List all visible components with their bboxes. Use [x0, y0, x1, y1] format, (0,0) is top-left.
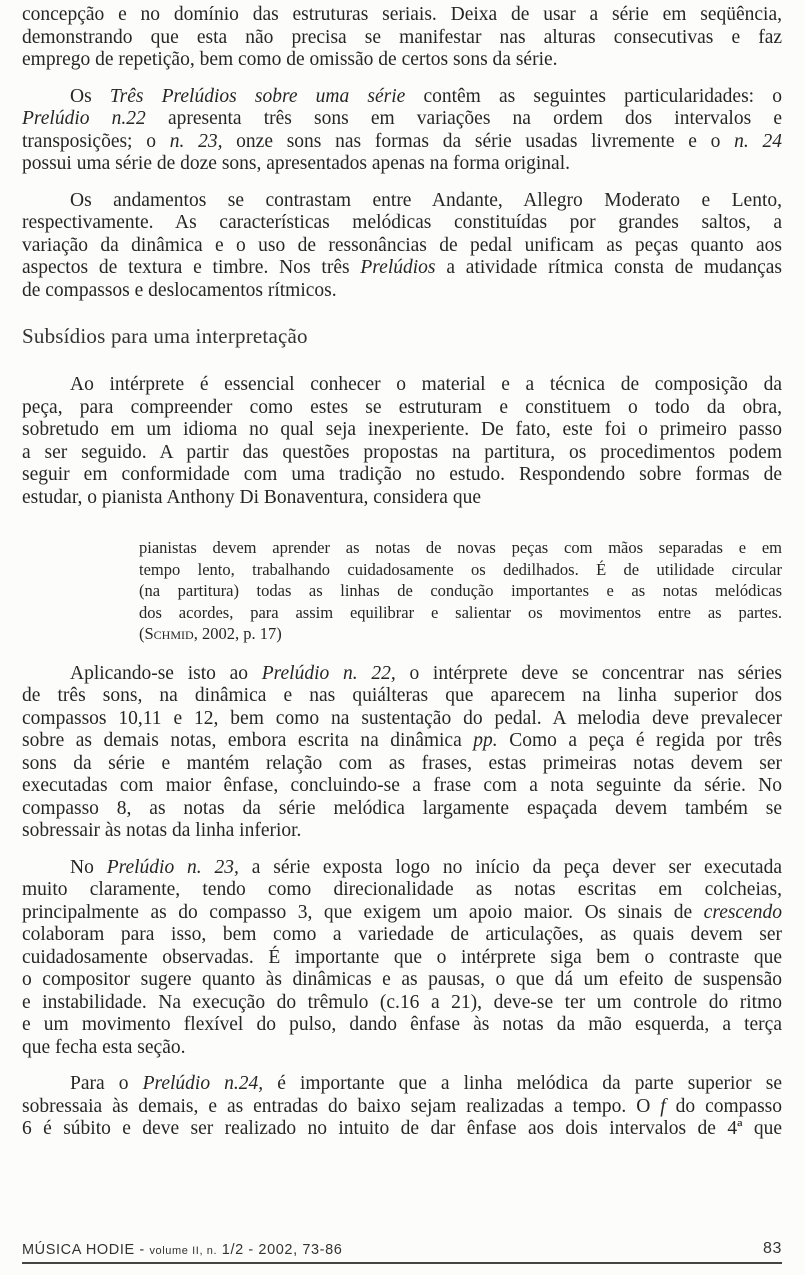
- text-line: [22, 902, 782, 925]
- text-line: [22, 464, 782, 487]
- text-run: muito claramente, tendo como direcionalidade as notas escritas em colcheias,: [22, 879, 782, 900]
- text-run: a série exposta logo no início da peça dever ser executada: [238, 856, 782, 878]
- text-line: [22, 663, 782, 686]
- text-run: concepção e no domínio das estruturas seriais. Deixa de usar a série em seqüência,: [22, 4, 782, 25]
- italic-text: n. 23,: [169, 130, 223, 152]
- article-body: [22, 4, 782, 1155]
- text-run: (: [139, 624, 145, 643]
- italic-text: Três Prelúdios sobre uma série: [109, 85, 406, 107]
- journal-citation: [22, 1242, 342, 1258]
- text-run: e um movimento flexível do pulso, dando ênfase às notas da mão esquerda, a terça: [22, 1014, 782, 1035]
- italic-text: n. 24: [734, 130, 782, 152]
- text-run: contêm as seguintes particularidades: o: [405, 85, 783, 107]
- paragraph: [22, 86, 782, 176]
- text-run: Aplicando-se isto ao: [70, 662, 262, 684]
- text-line: [22, 235, 782, 258]
- text-line: [22, 108, 782, 131]
- paragraph: [22, 190, 782, 303]
- text-line: [139, 602, 782, 624]
- section-heading: Subsídios para uma interpretação: [22, 324, 308, 348]
- italic-text: Prelúdio n. 22,: [261, 662, 396, 684]
- text-run: tempo lento, trabalhando cuidadosamente os dedilhados. É de utilidade circular: [139, 559, 782, 579]
- page-footer: [22, 1238, 782, 1264]
- text-line: [22, 419, 782, 442]
- paragraph: [22, 4, 782, 72]
- text-run: dos acordes, para assim equilibrar e salientar os movimentos entre as partes.: [139, 602, 782, 622]
- text-line: [22, 969, 782, 992]
- text-line: [22, 798, 782, 821]
- text-run: seguir em conformidade com uma tradição no estudo. Respondendo sobre formas de: [22, 464, 782, 485]
- text-run: que fecha esta seção.: [22, 1036, 186, 1058]
- text-line: [22, 775, 782, 798]
- text-line: [22, 820, 782, 843]
- text-line: [22, 730, 782, 753]
- text-run: , 2002, p. 17): [193, 624, 282, 643]
- text-run: possui uma série de doze sons, apresentados apenas na forma original.: [22, 153, 570, 174]
- text-run: o intérprete deve se concentrar nas séries: [395, 662, 782, 684]
- text-line: [22, 753, 782, 776]
- text-line: [22, 27, 782, 50]
- paragraph: [22, 1073, 782, 1141]
- text-run: colaboram para isso, bem como a variedade de articulações, as quais devem ser: [22, 924, 782, 945]
- text-line: [22, 1096, 782, 1119]
- text-run: No: [70, 856, 107, 878]
- text-run: aspectos de textura e timbre. Nos três: [22, 257, 361, 278]
- text-line: [139, 580, 782, 602]
- text-run: compassos 10,11 e 12, bem como na sustentação do pedal. A melodia deve prevalecer: [22, 707, 782, 729]
- text-line: [22, 1014, 782, 1037]
- text-line: [22, 131, 782, 154]
- text-run: compasso 8, as notas da série melódica largamente espaçada devem também se: [22, 797, 782, 819]
- paragraph: [22, 374, 782, 509]
- text-run: apresenta três sons em variações na ordem dos intervalos e: [145, 108, 782, 129]
- text-line: [22, 1118, 782, 1141]
- journal-name: MÚSICA HODIE -: [22, 1242, 150, 1258]
- text-run: peça, para compreender como estes se estruturam e constituem o todo da obra,: [22, 396, 782, 418]
- page-number: 83: [763, 1240, 782, 1257]
- text-run: onze sons nas formas da série usadas livremente e o: [222, 130, 735, 152]
- text-line: [22, 280, 782, 303]
- text-run: a atividade rítmica consta de mudanças: [435, 257, 782, 278]
- text-line: [139, 559, 782, 581]
- text-run: sobretudo em um idioma no qual seja inexperiente. De fato, este foi o primeiro passo: [22, 419, 782, 440]
- text-run: emprego de repetição, bem como de omissão de certos sons da série.: [22, 49, 558, 70]
- text-run: 6 é súbito e deve ser realizado no intuito de dar ênfase aos dois intervalos de 4ª que: [22, 1118, 782, 1139]
- text-run: é importante que a linha melódica da parte superior se: [263, 1073, 782, 1094]
- text-run: o compositor sugere quanto às dinâmicas e as pausas, o que dá um efeito de suspensão: [22, 969, 782, 990]
- italic-text: Prelúdio n.24,: [142, 1073, 264, 1094]
- text-line: [22, 397, 782, 420]
- text-run: sons da série e mantém relação com as frases, estas primeiras notas devem ser: [22, 752, 782, 774]
- text-run: Ao intérprete é essencial conhecer o material e a técnica de composição da: [70, 374, 782, 395]
- text-line: [22, 487, 782, 510]
- italic-text: Prelúdios: [360, 257, 436, 278]
- text-line: [22, 924, 782, 947]
- text-line: [22, 685, 782, 708]
- text-run: variação da dinâmica e o uso de ressonâncias de pedal unificam as peças quanto aos: [22, 234, 782, 256]
- journal-volume: volume II, n.: [149, 1245, 218, 1257]
- text-run: executadas com maior ênfase, concluindo-se a frase com a nota seguinte da série. No: [22, 775, 782, 796]
- text-run: Os andamentos se contrastam entre Andante, Allegro Moderato e Lento,: [70, 189, 782, 211]
- text-run: pianistas devem aprender as notas de novas peças com mãos separadas e em: [139, 538, 782, 557]
- text-line: [22, 708, 782, 731]
- text-line: [22, 992, 782, 1015]
- text-line: [139, 537, 782, 559]
- text-line: [139, 623, 782, 645]
- text-run: de compassos e deslocamentos rítmicos.: [22, 279, 337, 301]
- text-run: a ser seguido. A partir das questões propostas na partitura, os procedimentos podem: [22, 441, 782, 463]
- text-run: Os: [70, 85, 110, 107]
- text-run: e instabilidade. Na execução do trêmulo (c.16 a 21), deve-se ter um controle do ritmo: [22, 991, 782, 1013]
- text-line: [22, 442, 782, 465]
- text-run: Para o: [70, 1073, 143, 1094]
- italic-text: f: [660, 1095, 666, 1117]
- text-line: [22, 4, 782, 27]
- text-line: [22, 49, 782, 72]
- text-run: cuidadosamente observadas. É importante que o intérprete siga bem o contraste que: [22, 946, 782, 968]
- text-run: Como a peça é regida por três: [497, 730, 782, 751]
- italic-text: crescendo: [703, 901, 782, 923]
- text-run: (na partitura) todas as linhas de condução importantes e as notas melódicas: [139, 581, 782, 600]
- block-quote: [139, 537, 782, 645]
- text-line: [22, 947, 782, 970]
- paragraph: [22, 663, 782, 843]
- journal-issue: 1/2 - 2002, 73-86: [217, 1242, 343, 1258]
- text-run: transposições; o: [22, 130, 170, 152]
- text-line: [22, 86, 782, 109]
- italic-text: Prelúdio n. 23,: [106, 856, 239, 878]
- text-run: sobre as demais notas, embora escrita na dinâmica: [22, 730, 474, 751]
- text-run: principalmente as do compasso 3, que exigem um apoio maior. Os sinais de: [22, 901, 704, 923]
- text-run: estudar, o pianista Anthony Di Bonaventura, considera que: [22, 486, 481, 508]
- text-line: [22, 190, 782, 213]
- text-line: [22, 212, 782, 235]
- text-line: [22, 857, 782, 880]
- text-run: do compasso: [665, 1095, 783, 1117]
- text-run: respectivamente. As características melódicas constituídas por grandes saltos, a: [22, 212, 782, 233]
- text-run: demonstrando que esta não precisa se manifestar nas alturas consecutivas e faz: [22, 26, 782, 48]
- citation-author: Schmid: [144, 624, 194, 643]
- text-line: [22, 257, 782, 280]
- text-run: sobressaia às demais, e as entradas do baixo sejam realizadas a tempo. O: [22, 1095, 661, 1117]
- italic-text: Prelúdio n.22: [22, 108, 146, 129]
- italic-text: pp.: [473, 730, 498, 751]
- text-line: [22, 153, 782, 176]
- text-line: [22, 1037, 782, 1060]
- text-line: [22, 879, 782, 902]
- text-line: [22, 374, 782, 397]
- text-line: [22, 1073, 782, 1096]
- text-run: sobressair às notas da linha inferior.: [22, 820, 302, 841]
- text-run: de três sons, na dinâmica e nas quiálteras que aparecem na linha superior dos: [22, 685, 782, 706]
- paragraph: [22, 857, 782, 1060]
